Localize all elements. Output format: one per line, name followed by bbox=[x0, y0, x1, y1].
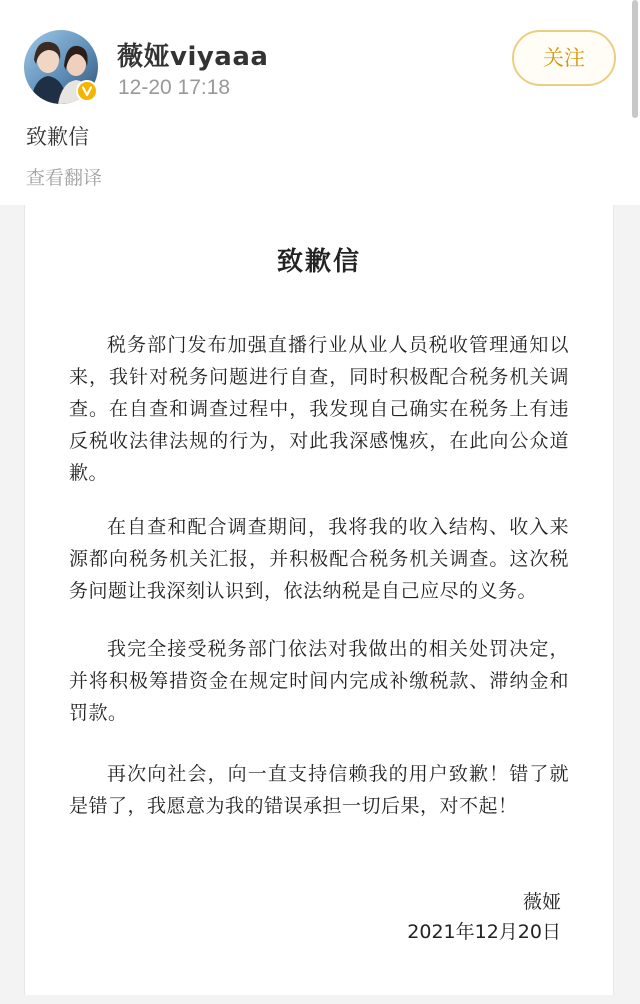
username[interactable]: 薇娅viyaaa bbox=[117, 42, 269, 72]
letter-paragraph: 再次向社会，向一直支持信赖我的用户致歉！错了就是错了，我愿意为我的错误承担一切后果，对不起！ bbox=[69, 763, 569, 817]
post-text: 致歉信 bbox=[26, 125, 89, 149]
verified-badge-icon bbox=[76, 80, 98, 102]
apology-letter-image[interactable] bbox=[24, 205, 614, 995]
letter-paragraph: 税务部门发布加强直播行业从业人员税收管理通知以来，我针对税务问题进行自查，同时积极配合税务机关调查。在自查和调查过程中，我发现自己确实在税务上有违反税收法律法规的行为，对此我深感愧疚，在此向公众道歉。 bbox=[69, 334, 569, 484]
post-header bbox=[0, 0, 640, 205]
letter-paragraph: 我完全接受税务部门依法对我做出的相关处罚决定，并将积极筹措资金在规定时间内完成补缴税款、滞纳金和罚款。 bbox=[69, 638, 569, 724]
view-translation-link[interactable]: 查看翻译 bbox=[26, 167, 103, 189]
letter-signature: 薇娅 bbox=[522, 891, 561, 913]
follow-button[interactable]: 关注 bbox=[512, 30, 616, 86]
letter-date: 2021年12月20日 bbox=[407, 921, 561, 943]
scrollbar[interactable] bbox=[632, 0, 638, 118]
letter-paragraph: 在自查和配合调查期间，我将我的收入结构、收入来源都向税务机关汇报，并积极配合税务机关调查。这次税务问题让我深刻认识到，依法纳税是自己应尽的义务。 bbox=[69, 516, 569, 602]
letter-title: 致歉信 bbox=[276, 247, 361, 277]
post-timestamp: 12-20 17:18 bbox=[118, 76, 231, 99]
